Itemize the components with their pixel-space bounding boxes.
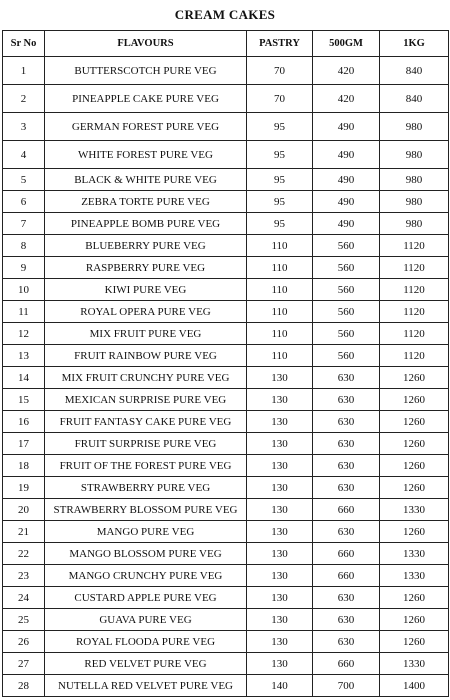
cell-500gm-price: 630 (313, 389, 380, 411)
table-row (3, 191, 449, 213)
cell-sr-no: 26 (3, 631, 45, 653)
table-row (3, 455, 449, 477)
cell-sr-no: 6 (3, 191, 45, 213)
cell-flavour: ROYAL FLOODA PURE VEG (45, 631, 247, 653)
cell-flavour: WHITE FOREST PURE VEG (45, 141, 247, 169)
cell-flavour: KIWI PURE VEG (45, 279, 247, 301)
header-flavours: FLAVOURS (45, 31, 247, 57)
cell-pastry-price: 110 (247, 279, 313, 301)
table-row (3, 609, 449, 631)
cell-1kg-price: 840 (380, 57, 449, 85)
cell-1kg-price: 1330 (380, 565, 449, 587)
cell-pastry-price: 95 (247, 191, 313, 213)
cell-sr-no: 10 (3, 279, 45, 301)
cell-500gm-price: 630 (313, 521, 380, 543)
cell-flavour: NUTELLA RED VELVET PURE VEG (45, 675, 247, 697)
cell-pastry-price: 130 (247, 477, 313, 499)
cell-500gm-price: 490 (313, 213, 380, 235)
cell-sr-no: 8 (3, 235, 45, 257)
cell-pastry-price: 130 (247, 521, 313, 543)
cell-flavour: STRAWBERRY PURE VEG (45, 477, 247, 499)
price-table (2, 30, 449, 697)
page-title: CREAM CAKES (174, 7, 276, 22)
table-row (3, 675, 449, 697)
cell-pastry-price: 95 (247, 213, 313, 235)
table-row (3, 389, 449, 411)
cell-sr-no: 15 (3, 389, 45, 411)
cell-500gm-price: 560 (313, 235, 380, 257)
cell-flavour: GUAVA PURE VEG (45, 609, 247, 631)
cell-1kg-price: 1260 (380, 455, 449, 477)
cell-500gm-price: 660 (313, 499, 380, 521)
cell-sr-no: 5 (3, 169, 45, 191)
cell-flavour: MANGO PURE VEG (45, 521, 247, 543)
cell-1kg-price: 1260 (380, 631, 449, 653)
cell-sr-no: 22 (3, 543, 45, 565)
table-row (3, 587, 449, 609)
table-row (3, 653, 449, 675)
cell-sr-no: 28 (3, 675, 45, 697)
cell-500gm-price: 630 (313, 411, 380, 433)
cell-1kg-price: 1120 (380, 301, 449, 323)
cell-sr-no: 4 (3, 141, 45, 169)
table-row (3, 301, 449, 323)
cell-flavour: MANGO CRUNCHY PURE VEG (45, 565, 247, 587)
cell-1kg-price: 1120 (380, 345, 449, 367)
cell-pastry-price: 130 (247, 653, 313, 675)
cell-sr-no: 16 (3, 411, 45, 433)
cell-flavour: GERMAN FOREST PURE VEG (45, 113, 247, 141)
cell-flavour: RED VELVET PURE VEG (45, 653, 247, 675)
cell-pastry-price: 70 (247, 85, 313, 113)
cell-flavour: STRAWBERRY BLOSSOM PURE VEG (45, 499, 247, 521)
cell-1kg-price: 1120 (380, 257, 449, 279)
cell-pastry-price: 130 (247, 411, 313, 433)
cell-1kg-price: 840 (380, 85, 449, 113)
cell-500gm-price: 630 (313, 455, 380, 477)
cell-1kg-price: 1260 (380, 389, 449, 411)
header-500gm: 500GM (313, 31, 380, 57)
cell-sr-no: 18 (3, 455, 45, 477)
cell-500gm-price: 700 (313, 675, 380, 697)
cell-flavour: MIX FRUIT PURE VEG (45, 323, 247, 345)
cell-500gm-price: 560 (313, 345, 380, 367)
cell-sr-no: 20 (3, 499, 45, 521)
cell-flavour: PINEAPPLE BOMB PURE VEG (45, 213, 247, 235)
table-row (3, 631, 449, 653)
table-row (3, 477, 449, 499)
table-row (3, 169, 449, 191)
cell-500gm-price: 560 (313, 323, 380, 345)
table-row (3, 141, 449, 169)
cell-sr-no: 2 (3, 85, 45, 113)
cell-pastry-price: 130 (247, 455, 313, 477)
cell-1kg-price: 980 (380, 141, 449, 169)
cell-pastry-price: 140 (247, 675, 313, 697)
cell-pastry-price: 70 (247, 57, 313, 85)
table-row (3, 499, 449, 521)
table-row (3, 521, 449, 543)
cell-1kg-price: 1260 (380, 609, 449, 631)
table-row (3, 235, 449, 257)
cell-flavour: CUSTARD APPLE PURE VEG (45, 587, 247, 609)
cell-sr-no: 12 (3, 323, 45, 345)
cell-pastry-price: 95 (247, 113, 313, 141)
table-row (3, 345, 449, 367)
cell-500gm-price: 490 (313, 169, 380, 191)
cell-pastry-price: 130 (247, 587, 313, 609)
cell-flavour: ROYAL OPERA PURE VEG (45, 301, 247, 323)
cell-sr-no: 19 (3, 477, 45, 499)
cell-sr-no: 13 (3, 345, 45, 367)
cell-1kg-price: 1120 (380, 323, 449, 345)
cell-pastry-price: 110 (247, 323, 313, 345)
cell-sr-no: 7 (3, 213, 45, 235)
cell-flavour: MIX FRUIT CRUNCHY PURE VEG (45, 367, 247, 389)
cell-500gm-price: 490 (313, 113, 380, 141)
table-row (3, 113, 449, 141)
cell-flavour: BUTTERSCOTCH PURE VEG (45, 57, 247, 85)
cell-500gm-price: 660 (313, 653, 380, 675)
cell-500gm-price: 490 (313, 191, 380, 213)
cell-1kg-price: 1120 (380, 235, 449, 257)
cell-sr-no: 17 (3, 433, 45, 455)
cell-pastry-price: 130 (247, 609, 313, 631)
cell-sr-no: 14 (3, 367, 45, 389)
cell-flavour: BLUEBERRY PURE VEG (45, 235, 247, 257)
table-row (3, 433, 449, 455)
cell-pastry-price: 130 (247, 367, 313, 389)
cell-1kg-price: 1260 (380, 521, 449, 543)
header-1kg: 1KG (380, 31, 449, 57)
cell-500gm-price: 490 (313, 141, 380, 169)
cell-sr-no: 9 (3, 257, 45, 279)
cell-sr-no: 24 (3, 587, 45, 609)
table-row (3, 323, 449, 345)
cell-flavour: RASPBERRY PURE VEG (45, 257, 247, 279)
cell-1kg-price: 1260 (380, 411, 449, 433)
cell-500gm-price: 420 (313, 57, 380, 85)
cell-pastry-price: 110 (247, 345, 313, 367)
table-row (3, 257, 449, 279)
cell-pastry-price: 130 (247, 565, 313, 587)
cell-500gm-price: 560 (313, 301, 380, 323)
cell-flavour: PINEAPPLE CAKE PURE VEG (45, 85, 247, 113)
table-row (3, 565, 449, 587)
cell-500gm-price: 630 (313, 367, 380, 389)
table-row (3, 213, 449, 235)
header-pastry: PASTRY (247, 31, 313, 57)
cell-sr-no: 25 (3, 609, 45, 631)
cell-1kg-price: 1330 (380, 543, 449, 565)
cell-1kg-price: 1260 (380, 587, 449, 609)
cell-500gm-price: 560 (313, 279, 380, 301)
cell-500gm-price: 630 (313, 587, 380, 609)
cell-1kg-price: 980 (380, 213, 449, 235)
cell-1kg-price: 1260 (380, 367, 449, 389)
cell-500gm-price: 660 (313, 543, 380, 565)
table-row (3, 367, 449, 389)
cell-flavour: FRUIT OF THE FOREST PURE VEG (45, 455, 247, 477)
cell-1kg-price: 980 (380, 169, 449, 191)
cell-flavour: FRUIT FANTASY CAKE PURE VEG (45, 411, 247, 433)
header-row (3, 31, 449, 57)
table-row (3, 543, 449, 565)
cell-500gm-price: 560 (313, 257, 380, 279)
cell-sr-no: 21 (3, 521, 45, 543)
table-row (3, 279, 449, 301)
cell-500gm-price: 630 (313, 477, 380, 499)
cell-1kg-price: 1330 (380, 653, 449, 675)
cell-500gm-price: 420 (313, 85, 380, 113)
cell-flavour: FRUIT RAINBOW PURE VEG (45, 345, 247, 367)
cell-1kg-price: 1260 (380, 477, 449, 499)
cell-1kg-price: 980 (380, 113, 449, 141)
table-row (3, 57, 449, 85)
cell-1kg-price: 1330 (380, 499, 449, 521)
cell-500gm-price: 630 (313, 433, 380, 455)
cell-1kg-price: 980 (380, 191, 449, 213)
cell-sr-no: 1 (3, 57, 45, 85)
cell-500gm-price: 630 (313, 631, 380, 653)
cell-sr-no: 27 (3, 653, 45, 675)
cell-pastry-price: 110 (247, 301, 313, 323)
cell-sr-no: 11 (3, 301, 45, 323)
cell-sr-no: 3 (3, 113, 45, 141)
cell-pastry-price: 130 (247, 499, 313, 521)
cell-pastry-price: 130 (247, 389, 313, 411)
cell-flavour: MANGO BLOSSOM PURE VEG (45, 543, 247, 565)
cell-pastry-price: 95 (247, 141, 313, 169)
cell-500gm-price: 660 (313, 565, 380, 587)
cell-pastry-price: 110 (247, 235, 313, 257)
cell-sr-no: 23 (3, 565, 45, 587)
cell-1kg-price: 1120 (380, 279, 449, 301)
cell-1kg-price: 1400 (380, 675, 449, 697)
cell-pastry-price: 130 (247, 543, 313, 565)
cell-1kg-price: 1260 (380, 433, 449, 455)
cell-pastry-price: 110 (247, 257, 313, 279)
cell-flavour: ZEBRA TORTE PURE VEG (45, 191, 247, 213)
table-row (3, 411, 449, 433)
cell-flavour: BLACK & WHITE PURE VEG (45, 169, 247, 191)
cell-pastry-price: 95 (247, 169, 313, 191)
cell-pastry-price: 130 (247, 631, 313, 653)
header-sr-no: Sr No (3, 31, 45, 57)
cell-500gm-price: 630 (313, 609, 380, 631)
cell-pastry-price: 130 (247, 433, 313, 455)
cell-flavour: MEXICAN SURPRISE PURE VEG (45, 389, 247, 411)
table-row (3, 85, 449, 113)
cell-flavour: FRUIT SURPRISE PURE VEG (45, 433, 247, 455)
